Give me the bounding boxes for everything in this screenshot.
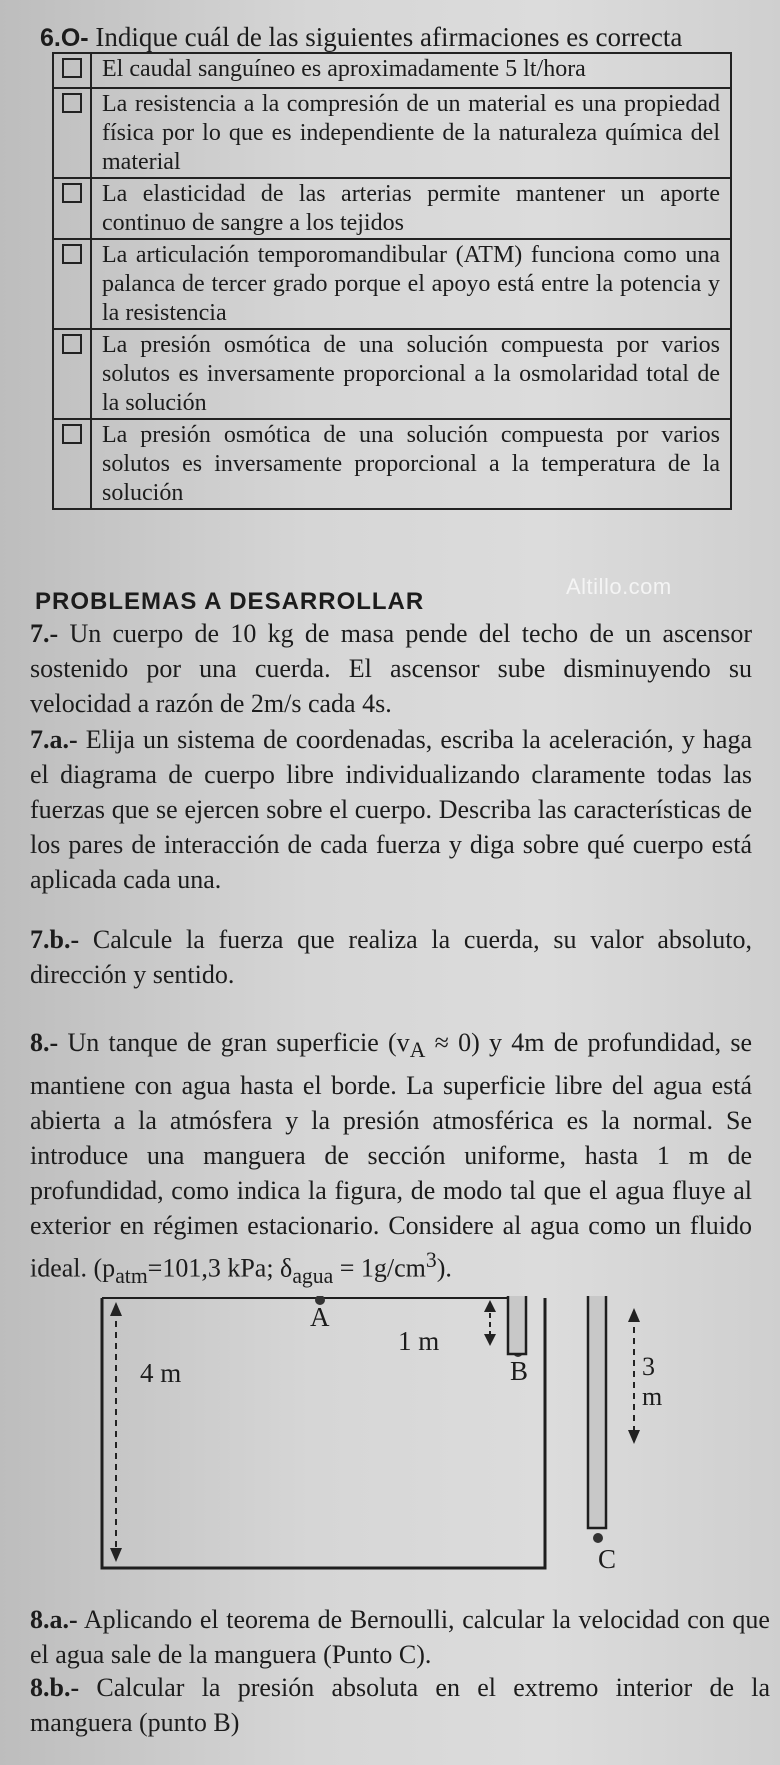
option-2-text: La resistencia a la compresión de un material es una propiedad física por lo que es independiente de la naturaleza química del material [91, 88, 731, 178]
subscript-atm: atm [115, 1264, 148, 1289]
option-3-text: La elasticidad de las arterias permite mantener un aporte continuo de sangre a los tejidos [91, 178, 731, 239]
option-row [53, 88, 731, 178]
tank-figure [100, 1296, 663, 1586]
question-7b [30, 922, 752, 992]
tank-diagram [100, 1296, 663, 1586]
label-4m: 4 m [140, 1358, 182, 1388]
hose-depth-arrow-bottom [484, 1334, 496, 1346]
question-7-text: Un cuerpo de 10 kg de masa pende del techo de un ascensor sostenido por una cuerda. El ascensor sube disminuyendo su velocidad a razón de 2m/s cada 4s. [30, 619, 753, 718]
subscript-a: A [409, 1038, 426, 1063]
question-8-number: 8.- [30, 1028, 59, 1057]
question-7 [30, 616, 752, 721]
section-heading: PROBLEMAS A DESARROLLAR [35, 588, 425, 615]
question-7a-text: Elija un sistema de coordenadas, escriba la aceleración, y haga el diagrama de cuerpo libre individualizando claramente todas las fuerzas que se ejercen sobre el cuerpo. Describa las características de los pares de interacción de cada fuerza y diga sobre qué cuerpo está aplicada cada una. [30, 725, 753, 894]
question-7b-number: 7.b.- [30, 925, 80, 954]
option-row [53, 419, 731, 509]
depth-arrow-head-bottom [110, 1548, 122, 1562]
question-8-text-end: = 1g/cm [333, 1253, 426, 1283]
question-8b-number: 8.b.- [30, 1673, 80, 1702]
checkbox-3[interactable] [62, 183, 82, 203]
hose-depth-arrow-top [484, 1300, 496, 1312]
option-4-text: La articulación temporomandibular (ATM) funciona como una palanca de tercer grado porque el apoyo está entre la potencia y la resistencia [91, 239, 731, 329]
option-1-text: El caudal sanguíneo es aproximadamente 5 lt/hora [91, 53, 731, 88]
drop-arrow-top [628, 1308, 640, 1322]
question-8-text-pre: Un tanque de gran superficie (v [67, 1028, 410, 1057]
point-c-marker [593, 1533, 603, 1543]
option-6-text: La presión osmótica de una solución compuesta por varios solutos es inversamente proporcional a la temperatura de la solución [91, 419, 731, 509]
subscript-agua: agua [292, 1264, 334, 1289]
question-6-title [40, 22, 682, 53]
question-7b-text: Calcule la fuerza que realiza la cuerda, su valor absoluto, dirección y sentido. [30, 925, 753, 989]
superscript-3: 3 [425, 1248, 437, 1273]
question-7-number: 7.- [30, 619, 59, 648]
checkbox-1[interactable] [62, 58, 82, 78]
checkbox-5[interactable] [62, 334, 82, 354]
question-6-prompt: Indique cuál de las siguientes afirmaciones es correcta [95, 22, 683, 52]
option-5-text: La presión osmótica de una solución compuesta por varios solutos es inversamente proporcional a la osmolaridad total de la solución [91, 329, 731, 419]
watermark: Altillo.com [566, 574, 672, 599]
depth-arrow-head-top [110, 1302, 122, 1316]
question-8b-text: Calcular la presión absoluta en el extremo interior de la manguera (punto B) [30, 1673, 771, 1737]
question-8-text-mid: ≈ 0) y 4m de profundidad, se mantiene con agua hasta el borde. La superficie libre del agua está abierta a la atmósfera y la presión atmosférica es la normal. Se introduce una manguera de sección uniforme, hasta 1 m de profundidad, como indica la figura, de modo tal que el agua fluye al exterior en régimen estacionario. Considere al agua como un fluido ideal. (p [30, 1028, 753, 1283]
tank-outline [102, 1298, 545, 1568]
label-b: B [510, 1356, 529, 1386]
checkbox-2[interactable] [62, 93, 82, 113]
options-table [52, 52, 732, 510]
label-1m: 1 m [398, 1326, 440, 1356]
option-row [53, 53, 731, 88]
option-row [53, 178, 731, 239]
drop-arrow-bottom [628, 1430, 640, 1444]
question-8-text-close: ). [436, 1253, 452, 1283]
option-row [53, 239, 731, 329]
question-8a-text: Aplicando el teorema de Bernoulli, calcular la velocidad con que el agua sale de la manguera (Punto C). [30, 1605, 770, 1669]
question-6-number: 6.O- [40, 24, 89, 52]
question-8a-number: 8.a.- [30, 1605, 78, 1634]
label-a: A [310, 1302, 330, 1332]
hose [508, 1296, 606, 1528]
question-8b [30, 1670, 770, 1740]
question-7a [30, 722, 752, 897]
option-row [53, 329, 731, 419]
question-7a-number: 7.a.- [30, 725, 78, 754]
checkbox-4[interactable] [62, 244, 82, 264]
checkbox-6[interactable] [62, 424, 82, 444]
question-8-text-p: =101,3 kPa; δ [147, 1253, 293, 1283]
label-3m: 3 m [642, 1352, 663, 1411]
question-8a [30, 1602, 770, 1672]
label-c: C [598, 1544, 617, 1574]
question-8 [30, 1025, 752, 1294]
